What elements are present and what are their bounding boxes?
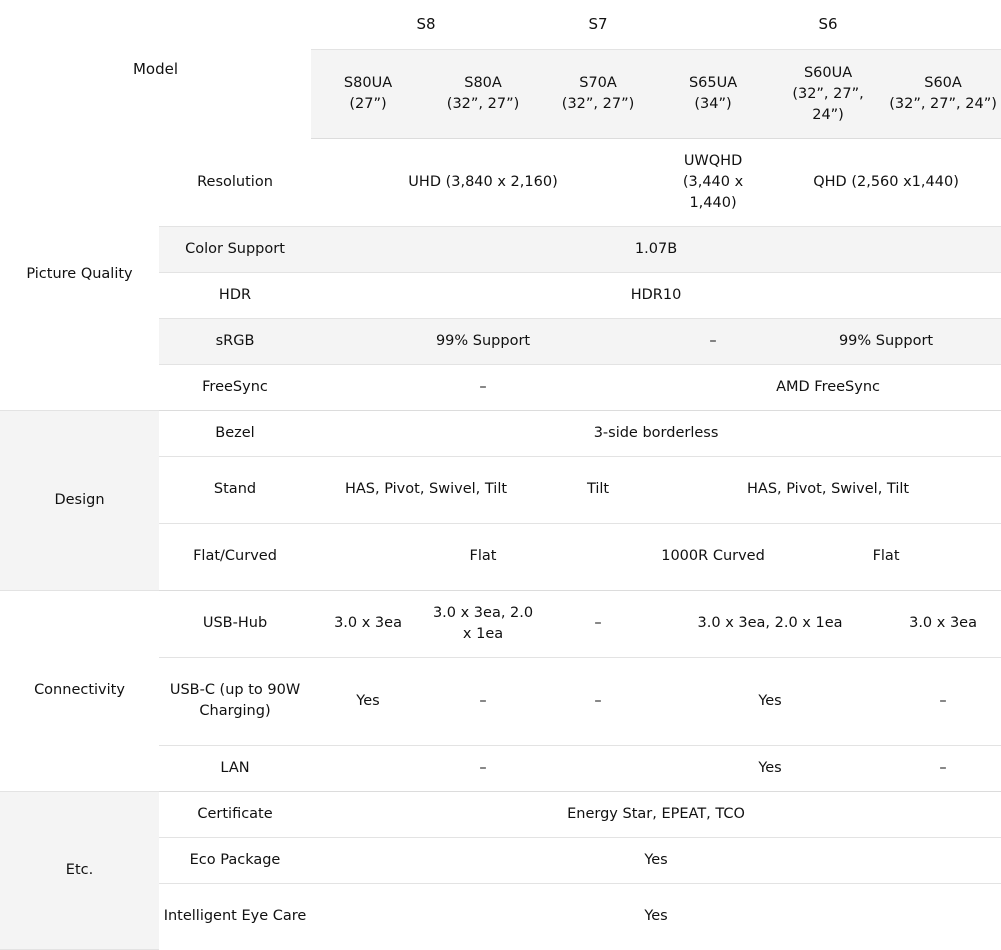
model-name: S60A xyxy=(924,75,962,91)
value-stand-s7: Tilt xyxy=(541,456,655,523)
value-lan-s60a: – xyxy=(885,745,1001,791)
model-header xyxy=(0,0,311,139)
value-usb-hub-s60a: 3.0 x 3ea xyxy=(885,590,1001,657)
row-certificate xyxy=(0,791,1001,837)
category-connectivity: Connectivity xyxy=(0,590,159,791)
feature-label-usb-hub: USB-Hub xyxy=(159,590,311,657)
series-s6-header: S6 xyxy=(655,0,1001,50)
series-header-row xyxy=(0,0,1001,50)
row-bezel xyxy=(0,410,1001,456)
feature-label-hdr: HDR xyxy=(159,272,311,318)
row-usb-hub xyxy=(0,590,1001,657)
feature-label-intelligent-eye-care: Intelligent Eye Care xyxy=(159,883,311,950)
value-hdr: HDR10 xyxy=(311,272,1001,318)
value-usb-c-s80ua: Yes xyxy=(311,657,425,745)
model-size: (32”, 27”) xyxy=(561,96,635,112)
feature-label-usb-c: USB-C (up to 90W Charging) xyxy=(159,657,311,745)
feature-label-stand: Stand xyxy=(159,456,311,523)
feature-label-bezel: Bezel xyxy=(159,410,311,456)
model-s80a xyxy=(425,50,541,139)
value-usb-c-s65ua-s60ua: Yes xyxy=(655,657,885,745)
value-eco-package: Yes xyxy=(311,837,1001,883)
value-color-support: 1.07B xyxy=(311,226,1001,272)
model-s60a xyxy=(885,50,1001,139)
feature-label-eco-package: Eco Package xyxy=(159,837,311,883)
value-freesync-rest: AMD FreeSync xyxy=(655,364,1001,410)
series-s7-header: S7 xyxy=(541,0,655,50)
model-name: S70A xyxy=(579,75,617,91)
value-freesync-s8-s7: – xyxy=(311,364,655,410)
feature-label-srgb: sRGB xyxy=(159,318,311,364)
category-etc: Etc. xyxy=(0,791,159,950)
model-name: S65UA xyxy=(688,75,738,91)
series-s8-header: S8 xyxy=(311,0,541,50)
model-s65ua xyxy=(655,50,771,139)
row-resolution xyxy=(0,139,1001,227)
feature-label-certificate: Certificate xyxy=(159,791,311,837)
value-flat-curved-s8-s7: Flat xyxy=(311,523,655,590)
model-label: Model xyxy=(132,59,179,78)
value-srgb-s8-s7: 99% Support xyxy=(311,318,655,364)
value-certificate: Energy Star, EPEAT, TCO xyxy=(311,791,1001,837)
value-usb-c-s70a: – xyxy=(541,657,655,745)
value-usb-hub-s80a: 3.0 x 3ea, 2.0 x 1ea xyxy=(425,590,541,657)
model-s60ua xyxy=(771,50,885,139)
value-resolution-uwqhd: UWQHD (3,440 x 1,440) xyxy=(655,139,771,227)
value-resolution-uhd: UHD (3,840 x 2,160) xyxy=(311,139,655,227)
value-stand-s8: HAS, Pivot, Swivel, Tilt xyxy=(311,456,541,523)
feature-label-flat-curved: Flat/Curved xyxy=(159,523,311,590)
value-usb-c-s60a: – xyxy=(885,657,1001,745)
value-intelligent-eye-care: Yes xyxy=(311,883,1001,950)
feature-label-lan: LAN xyxy=(159,745,311,791)
value-usb-c-s80a: – xyxy=(425,657,541,745)
model-size: (32”, 27”, 24”) xyxy=(889,96,997,112)
category-design: Design xyxy=(0,410,159,590)
value-bezel: 3-side borderless xyxy=(311,410,1001,456)
value-srgb-s65ua: – xyxy=(655,318,771,364)
model-s70a xyxy=(541,50,655,139)
model-name: S80A xyxy=(464,75,502,91)
value-resolution-qhd: QHD (2,560 x1,440) xyxy=(771,139,1001,227)
value-usb-hub-s80ua: 3.0 x 3ea xyxy=(311,590,425,657)
feature-label-freesync: FreeSync xyxy=(159,364,311,410)
model-size: (32”, 27”) xyxy=(446,96,520,112)
feature-label-color-support: Color Support xyxy=(159,226,311,272)
value-lan-s8-s7: – xyxy=(311,745,655,791)
value-flat-curved-s65ua: 1000R Curved xyxy=(655,523,771,590)
model-size: (27”) xyxy=(349,96,387,112)
model-size: (32”, 27”, 24”) xyxy=(792,85,864,123)
value-flat-curved-s6: Flat xyxy=(771,523,1001,590)
value-usb-hub-s65ua-s60ua: 3.0 x 3ea, 2.0 x 1ea xyxy=(655,590,885,657)
model-s80ua xyxy=(311,50,425,139)
value-usb-hub-s70a: – xyxy=(541,590,655,657)
value-stand-s6: HAS, Pivot, Swivel, Tilt xyxy=(655,456,1001,523)
value-lan-s65ua-s60ua: Yes xyxy=(655,745,885,791)
value-srgb-s6: 99% Support xyxy=(771,318,1001,364)
model-size: (34”) xyxy=(694,96,732,112)
model-name: S80UA xyxy=(343,75,393,91)
category-picture-quality: Picture Quality xyxy=(0,139,159,411)
feature-label-resolution: Resolution xyxy=(159,139,311,227)
model-name: S60UA xyxy=(803,64,853,81)
